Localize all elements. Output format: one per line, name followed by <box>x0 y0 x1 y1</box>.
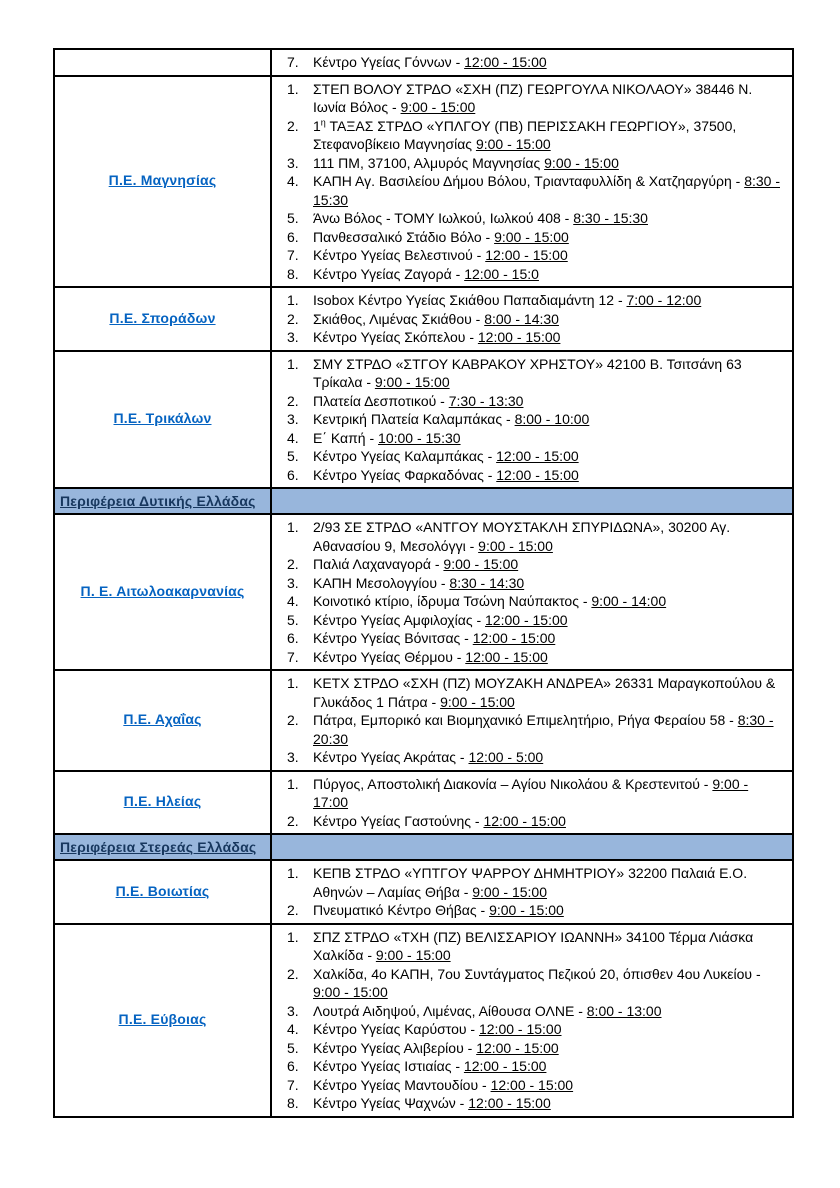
list-item <box>272 1002 792 1021</box>
item-text <box>313 154 792 173</box>
item-time: 8:30 - 15:30 <box>573 210 648 226</box>
item-text <box>313 1002 792 1021</box>
item-time: 9:00 - 15:00 <box>443 556 519 572</box>
item-number: 6. <box>287 466 299 483</box>
item-text <box>313 648 792 667</box>
item-number: 2. <box>287 392 299 409</box>
region-cell <box>54 76 271 288</box>
locations-table <box>53 48 794 1118</box>
item-label: Κέντρο Υγείας Ιστιαίας - <box>313 1058 464 1074</box>
item-text <box>313 555 792 574</box>
item-time: 8:00 - 10:00 <box>514 411 590 427</box>
item-text <box>313 1094 792 1113</box>
section-header-cell <box>54 834 271 860</box>
list-item <box>272 1094 792 1113</box>
item-superscript: η <box>320 116 326 127</box>
items-cell <box>271 771 793 835</box>
item-time: 9:00 - 15:00 <box>494 228 569 245</box>
item-label: ΚΕΤΧ ΣΤΡΔΟ «ΣΧΗ (ΠΖ) ΜΟΥΖΑΚΗ ΑΝΔΡΕΑ» 26331 Μαραγκοπούλου & Γλυκάδος 1 Πάτρα - <box>313 675 776 710</box>
item-number: 7. <box>287 1076 299 1093</box>
list-item <box>272 291 792 310</box>
item-time: 8:00 - 14:30 <box>484 310 559 327</box>
item-number: 3. <box>287 329 299 345</box>
item-label: Κέντρο Υγείας Γόννων - <box>313 54 465 70</box>
item-time: 12:00 - 15:00 <box>485 247 568 263</box>
list-item <box>272 466 792 485</box>
item-number: 1. <box>287 519 299 535</box>
region-cell <box>54 771 271 835</box>
region-link[interactable]: Π. Ε. Αιτωλοακαρνανίας <box>80 583 245 599</box>
item-label: Ε΄ Καπή - <box>313 429 379 446</box>
item-number: 2. <box>287 965 299 982</box>
item-label: Χαλκίδα, 4ο ΚΑΠΗ, 7ου Συντάγματος Πεζικού 20, όπισθεν 4ου Λυκείου - <box>313 965 761 982</box>
item-label: ΣΠΖ ΣΤΡΔΟ «ΤΧΗ (ΠΖ) ΒΕΛΙΣΣΑΡΙΟΥ ΙΩΑΝΝΗ» 34100 Τέρμα Λιάσκα Χαλκίδα - <box>313 928 754 963</box>
item-label: Λουτρά Αιδηψού, Λιμένας, Αίθουσα ΟΛΝΕ - <box>313 1002 587 1019</box>
item-time: 12:00 - 15:00 <box>477 329 561 345</box>
region-link[interactable]: Π.Ε. Αχαΐας <box>123 711 202 728</box>
list-item <box>272 392 792 411</box>
item-text <box>313 1039 792 1058</box>
item-label: Κέντρο Υγείας Βόνιτσας - <box>313 630 473 646</box>
item-label: Κέντρο Υγείας Ζαγορά - <box>313 265 465 282</box>
item-text <box>313 1076 792 1095</box>
item-label: Κέντρο Υγείας Ακράτας - <box>313 749 469 765</box>
list-item <box>272 592 792 611</box>
item-time: 9:00 - 15:00 <box>475 136 551 152</box>
region-cell <box>54 49 271 76</box>
item-time: 12:00 - 15:00 <box>490 1076 574 1093</box>
items-cell <box>271 924 793 1117</box>
item-number: 5. <box>287 611 299 628</box>
list-item <box>272 355 792 392</box>
item-label: ΣΤΕΠ ΒΟΛΟΥ ΣΤΡΔΟ «ΣΧΗ (ΠΖ) ΓΕΩΡΓΟΥΛΑ ΝΙΚΟΛΑΟΥ» 38446 Ν. Ιωνία Βόλος - <box>313 80 753 115</box>
list-item <box>272 429 792 448</box>
item-number: 2. <box>287 812 299 829</box>
item-label: Κέντρο Υγείας Καρύστου - <box>313 1021 479 1037</box>
item-text <box>313 864 792 901</box>
item-label: Πάτρα, Εμπορικό και Βιομηχανικό Επιμελητήριο, Ρήγα Φεραίου 58 - <box>313 712 738 728</box>
list-item <box>272 328 792 347</box>
item-label: Κέντρο Υγείας Σκόπελου - <box>313 329 478 345</box>
item-time: 12:00 - 15:0 <box>464 265 539 282</box>
list-item <box>272 265 792 284</box>
item-label: Κέντρο Υγείας Μαντουδίου - <box>313 1076 491 1093</box>
item-time: 8:30 - 14:30 <box>449 574 525 591</box>
item-number: 6. <box>287 1058 299 1074</box>
section-header-row <box>54 834 793 860</box>
item-label: Κέντρο Υγείας Βελεστινού - <box>313 247 486 263</box>
items-cell <box>271 76 793 288</box>
item-text <box>313 748 792 767</box>
list-item <box>272 447 792 466</box>
item-text <box>313 1057 792 1076</box>
list-item <box>272 928 792 965</box>
list-item <box>272 901 792 920</box>
list-item <box>272 209 792 228</box>
item-number: 1. <box>287 80 299 97</box>
items-cell <box>271 287 793 351</box>
item-text <box>313 291 792 310</box>
item-time: 9:00 - 15:00 <box>489 902 564 918</box>
item-label: Κέντρο Υγείας Καλαμπάκας - <box>313 448 497 464</box>
list-item <box>272 154 792 173</box>
section-header-row <box>54 488 793 514</box>
item-time: 12:00 - 15:00 <box>464 54 547 70</box>
list-item <box>272 748 792 767</box>
list-item <box>272 648 792 667</box>
item-label: Κέντρο Υγείας Ψαχνών - <box>313 1095 469 1111</box>
region-link[interactable]: Π.Ε. Ηλείας <box>123 793 202 810</box>
item-text <box>313 965 792 1002</box>
region-cell <box>54 860 271 924</box>
item-number: 3. <box>287 154 299 171</box>
item-number: 3. <box>287 574 299 591</box>
item-label: ΣΜΥ ΣΤΡΔΟ «ΣΤΓΟΥ ΚΑΒΡΑΚΟΥ ΧΡΗΣΤΟΥ» 42100 Β. Τσιτσάνη 63 Τρίκαλα - <box>313 355 742 390</box>
item-label: Κέντρο Υγείας Αμφιλοχίας - <box>313 611 486 628</box>
item-number: 3. <box>287 411 299 427</box>
item-time: 9:00 - 15:00 <box>440 693 515 710</box>
item-label: Πανθεσσαλικό Στάδιο Βόλο - <box>313 228 495 245</box>
item-text <box>313 392 792 411</box>
items-cell <box>271 49 793 76</box>
item-label: Κέντρο Υγείας Γαστούνης - <box>313 812 484 829</box>
item-text <box>313 674 792 711</box>
item-text <box>313 518 792 555</box>
item-time: 9:00 - 15:00 <box>375 947 451 963</box>
item-label: Κέντρο Υγείας Φαρκαδόνας - <box>313 466 497 483</box>
section-header-cell <box>54 488 271 514</box>
item-text <box>313 629 792 648</box>
item-time: 12:00 - 15:00 <box>485 611 568 628</box>
list-item <box>272 1076 792 1095</box>
items-cell <box>271 670 793 771</box>
list-item <box>272 1020 792 1039</box>
item-text <box>313 53 792 72</box>
item-number: 4. <box>287 1021 299 1037</box>
item-label: Κεντρική Πλατεία Καλαμπάκας - <box>313 411 515 427</box>
list-item <box>272 172 792 209</box>
item-number: 7. <box>287 247 299 263</box>
list-item <box>272 864 792 901</box>
item-text <box>313 928 792 965</box>
item-label: Άνω Βόλος - ΤΟΜΥ Ιωλκού, Ιωλκού 408 - <box>313 210 574 226</box>
item-number: 2. <box>287 117 299 134</box>
item-text <box>313 80 792 117</box>
list-item <box>272 674 792 711</box>
item-text <box>313 328 792 347</box>
item-label: Πλατεία Δεσποτικού - <box>313 392 449 409</box>
item-label: 2/93 ΣΕ ΣΤΡΔΟ «ΑΝΤΓΟΥ ΜΟΥΣΤΑΚΛΗ ΣΠΥΡΙΔΩΝΑ», 30200 Αγ. Αθανασίου 9, Μεσολόγγι - <box>313 519 731 554</box>
item-time: 8:30 - 15:30 <box>313 173 780 208</box>
region-link[interactable]: Π.Ε. Βοιωτίας <box>115 882 210 899</box>
item-time: 8:30 - 20:30 <box>313 712 774 747</box>
region-cell <box>54 351 271 489</box>
item-text <box>313 901 792 920</box>
item-time: 12:00 - 15:00 <box>496 448 579 464</box>
section-header-spacer <box>271 488 793 514</box>
item-label: Σκιάθος, Λιμένας Σκιάθου - <box>313 310 485 327</box>
item-number: 7. <box>287 54 299 70</box>
item-text <box>313 265 792 284</box>
item-number: 2. <box>287 902 299 918</box>
item-time: 12:00 - 5:00 <box>468 749 544 765</box>
item-text <box>313 209 792 228</box>
item-time: 7:30 - 13:30 <box>448 392 524 409</box>
region-cell <box>54 670 271 771</box>
item-time: 10:00 - 15:30 <box>378 429 461 446</box>
region-link[interactable]: Π.Ε. Μαγνησίας <box>108 172 217 189</box>
region-link[interactable]: Π.Ε. Σποράδων <box>109 309 216 326</box>
item-label: Παλιά Λαχαναγορά - <box>313 556 444 572</box>
list-item <box>272 555 792 574</box>
list-item <box>272 518 792 555</box>
item-time: 12:00 - 15:00 <box>478 1021 562 1037</box>
item-number: 5. <box>287 448 299 464</box>
item-text <box>313 246 792 265</box>
item-label: ΚΑΠΗ Μεσολογγίου - <box>313 574 450 591</box>
item-label: Πνευματικό Κέντρο Θήβας - <box>313 902 490 918</box>
items-cell <box>271 351 793 489</box>
region-cell <box>54 514 271 670</box>
region-cell <box>54 924 271 1117</box>
item-number: 1. <box>287 865 299 881</box>
item-text <box>313 117 792 154</box>
item-text <box>313 228 792 247</box>
list-item <box>272 117 792 154</box>
item-time: 8:00 - 13:00 <box>586 1002 662 1019</box>
list-item <box>272 80 792 117</box>
list-item <box>272 1057 792 1076</box>
item-label: Κέντρο Υγείας Αλιβερίου - <box>313 1039 477 1056</box>
item-number: 8. <box>287 265 299 282</box>
item-number: 4. <box>287 173 299 189</box>
item-number: 1. <box>287 928 299 945</box>
item-number: 6. <box>287 630 299 646</box>
item-text <box>313 310 792 329</box>
locations-table-body <box>54 49 793 1117</box>
item-text <box>313 447 792 466</box>
region-link[interactable]: Π.Ε. Τρικάλων <box>113 410 212 427</box>
item-label: ΚΕΠΒ ΣΤΡΔΟ «ΥΠΤΓΟΥ ΨΑΡΡΟΥ ΔΗΜΗΤΡΙΟΥ» 32200 Παλαιά Ε.Ο. Αθηνών – Λαμίας Θήβα - <box>313 865 748 900</box>
item-label: Isobox Κέντρο Υγείας Σκιάθου Παπαδιαμάντη 12 - <box>313 292 627 308</box>
item-number: 1. <box>287 355 299 372</box>
item-time: 9:00 - 14:00 <box>591 593 667 609</box>
item-text <box>313 711 792 748</box>
item-number: 4. <box>287 593 299 609</box>
item-time: 9:00 - 15:00 <box>374 374 450 390</box>
list-item <box>272 410 792 429</box>
list-item <box>272 775 792 812</box>
item-time: 12:00 - 15:00 <box>476 1039 559 1056</box>
list-item <box>272 310 792 329</box>
item-text <box>313 775 792 812</box>
item-text <box>313 574 792 593</box>
list-item <box>272 53 792 72</box>
item-number: 8. <box>287 1095 299 1111</box>
items-cell <box>271 514 793 670</box>
item-time: 12:00 - 15:00 <box>463 1058 547 1074</box>
list-item <box>272 965 792 1002</box>
item-text <box>313 172 792 209</box>
item-time: 9:00 - 17:00 <box>313 775 749 810</box>
item-number: 3. <box>287 749 299 765</box>
list-item <box>272 1039 792 1058</box>
item-label: ΤΑΞΑΣ ΣΤΡΔΟ «ΥΠΛΓΟΥ (ΠΒ) ΠΕΡΙΣΣΑΚΗ ΓΕΩΡΓΙΟΥ», 37500, Στεφανοβίκειο Μαγνησίας <box>313 117 737 152</box>
list-item <box>272 629 792 648</box>
item-number: 6. <box>287 228 299 245</box>
item-time: 12:00 - 15:00 <box>496 466 579 483</box>
item-text <box>313 611 792 630</box>
item-number: 4. <box>287 429 299 446</box>
item-label: 111 ΠΜ, 37100, Αλμυρός Μαγνησίας <box>313 154 545 171</box>
section-header-spacer <box>271 834 793 860</box>
item-number: 1. <box>287 775 299 792</box>
item-time: 9:00 - 15:00 <box>313 984 388 1000</box>
item-label: Κέντρο Υγείας Θέρμου - <box>313 648 466 665</box>
item-number: 5. <box>287 1039 299 1056</box>
item-time: 12:00 - 15:00 <box>468 1095 551 1111</box>
section-header-label: Περιφέρεια Στερεάς Ελλάδας <box>60 839 257 855</box>
item-number: 1. <box>287 292 299 308</box>
item-text <box>313 429 792 448</box>
section-header-label: Περιφέρεια Δυτικής Ελλάδας <box>60 493 256 509</box>
item-number: 7. <box>287 648 299 665</box>
item-time: 9:00 - 15:00 <box>472 883 547 900</box>
item-time: 12:00 - 15:00 <box>472 630 556 646</box>
list-item <box>272 812 792 831</box>
item-number: 3. <box>287 1002 299 1019</box>
item-text <box>313 466 792 485</box>
item-label: Κοινοτικό κτίριο, ίδρυμα Τσώνη Ναύπακτος - <box>313 593 592 609</box>
item-time: 12:00 - 15:00 <box>465 648 548 665</box>
item-time: 9:00 - 15:00 <box>400 99 476 115</box>
item-text <box>313 812 792 831</box>
list-item <box>272 711 792 748</box>
list-item <box>272 228 792 247</box>
item-label: ΚΑΠΗ Αγ. Βασιλείου Δήμου Βόλου, Τριανταφυλλίδη & Χατζηαργύρη - <box>313 173 745 189</box>
item-number: 1. <box>287 675 299 691</box>
item-text <box>313 592 792 611</box>
item-time: 9:00 - 15:00 <box>544 154 619 171</box>
region-cell <box>54 287 271 351</box>
items-cell <box>271 860 793 924</box>
item-label: 1 <box>313 117 321 134</box>
item-number: 5. <box>287 210 299 226</box>
item-text <box>313 410 792 429</box>
item-label: Πύργος, Αποστολική Διακονία – Αγίου Νικολάου & Κρεστενιτού - <box>313 775 713 792</box>
item-number: 2. <box>287 712 299 728</box>
item-time: 12:00 - 15:00 <box>483 812 566 829</box>
list-item <box>272 574 792 593</box>
list-item <box>272 611 792 630</box>
item-text <box>313 355 792 392</box>
item-text <box>313 1020 792 1039</box>
item-time: 7:00 - 12:00 <box>626 292 702 308</box>
item-number: 2. <box>287 556 299 572</box>
item-number: 2. <box>287 310 299 327</box>
list-item <box>272 246 792 265</box>
region-link[interactable]: Π.Ε. Εύβοιας <box>118 1011 207 1027</box>
item-time: 9:00 - 15:00 <box>478 537 553 554</box>
